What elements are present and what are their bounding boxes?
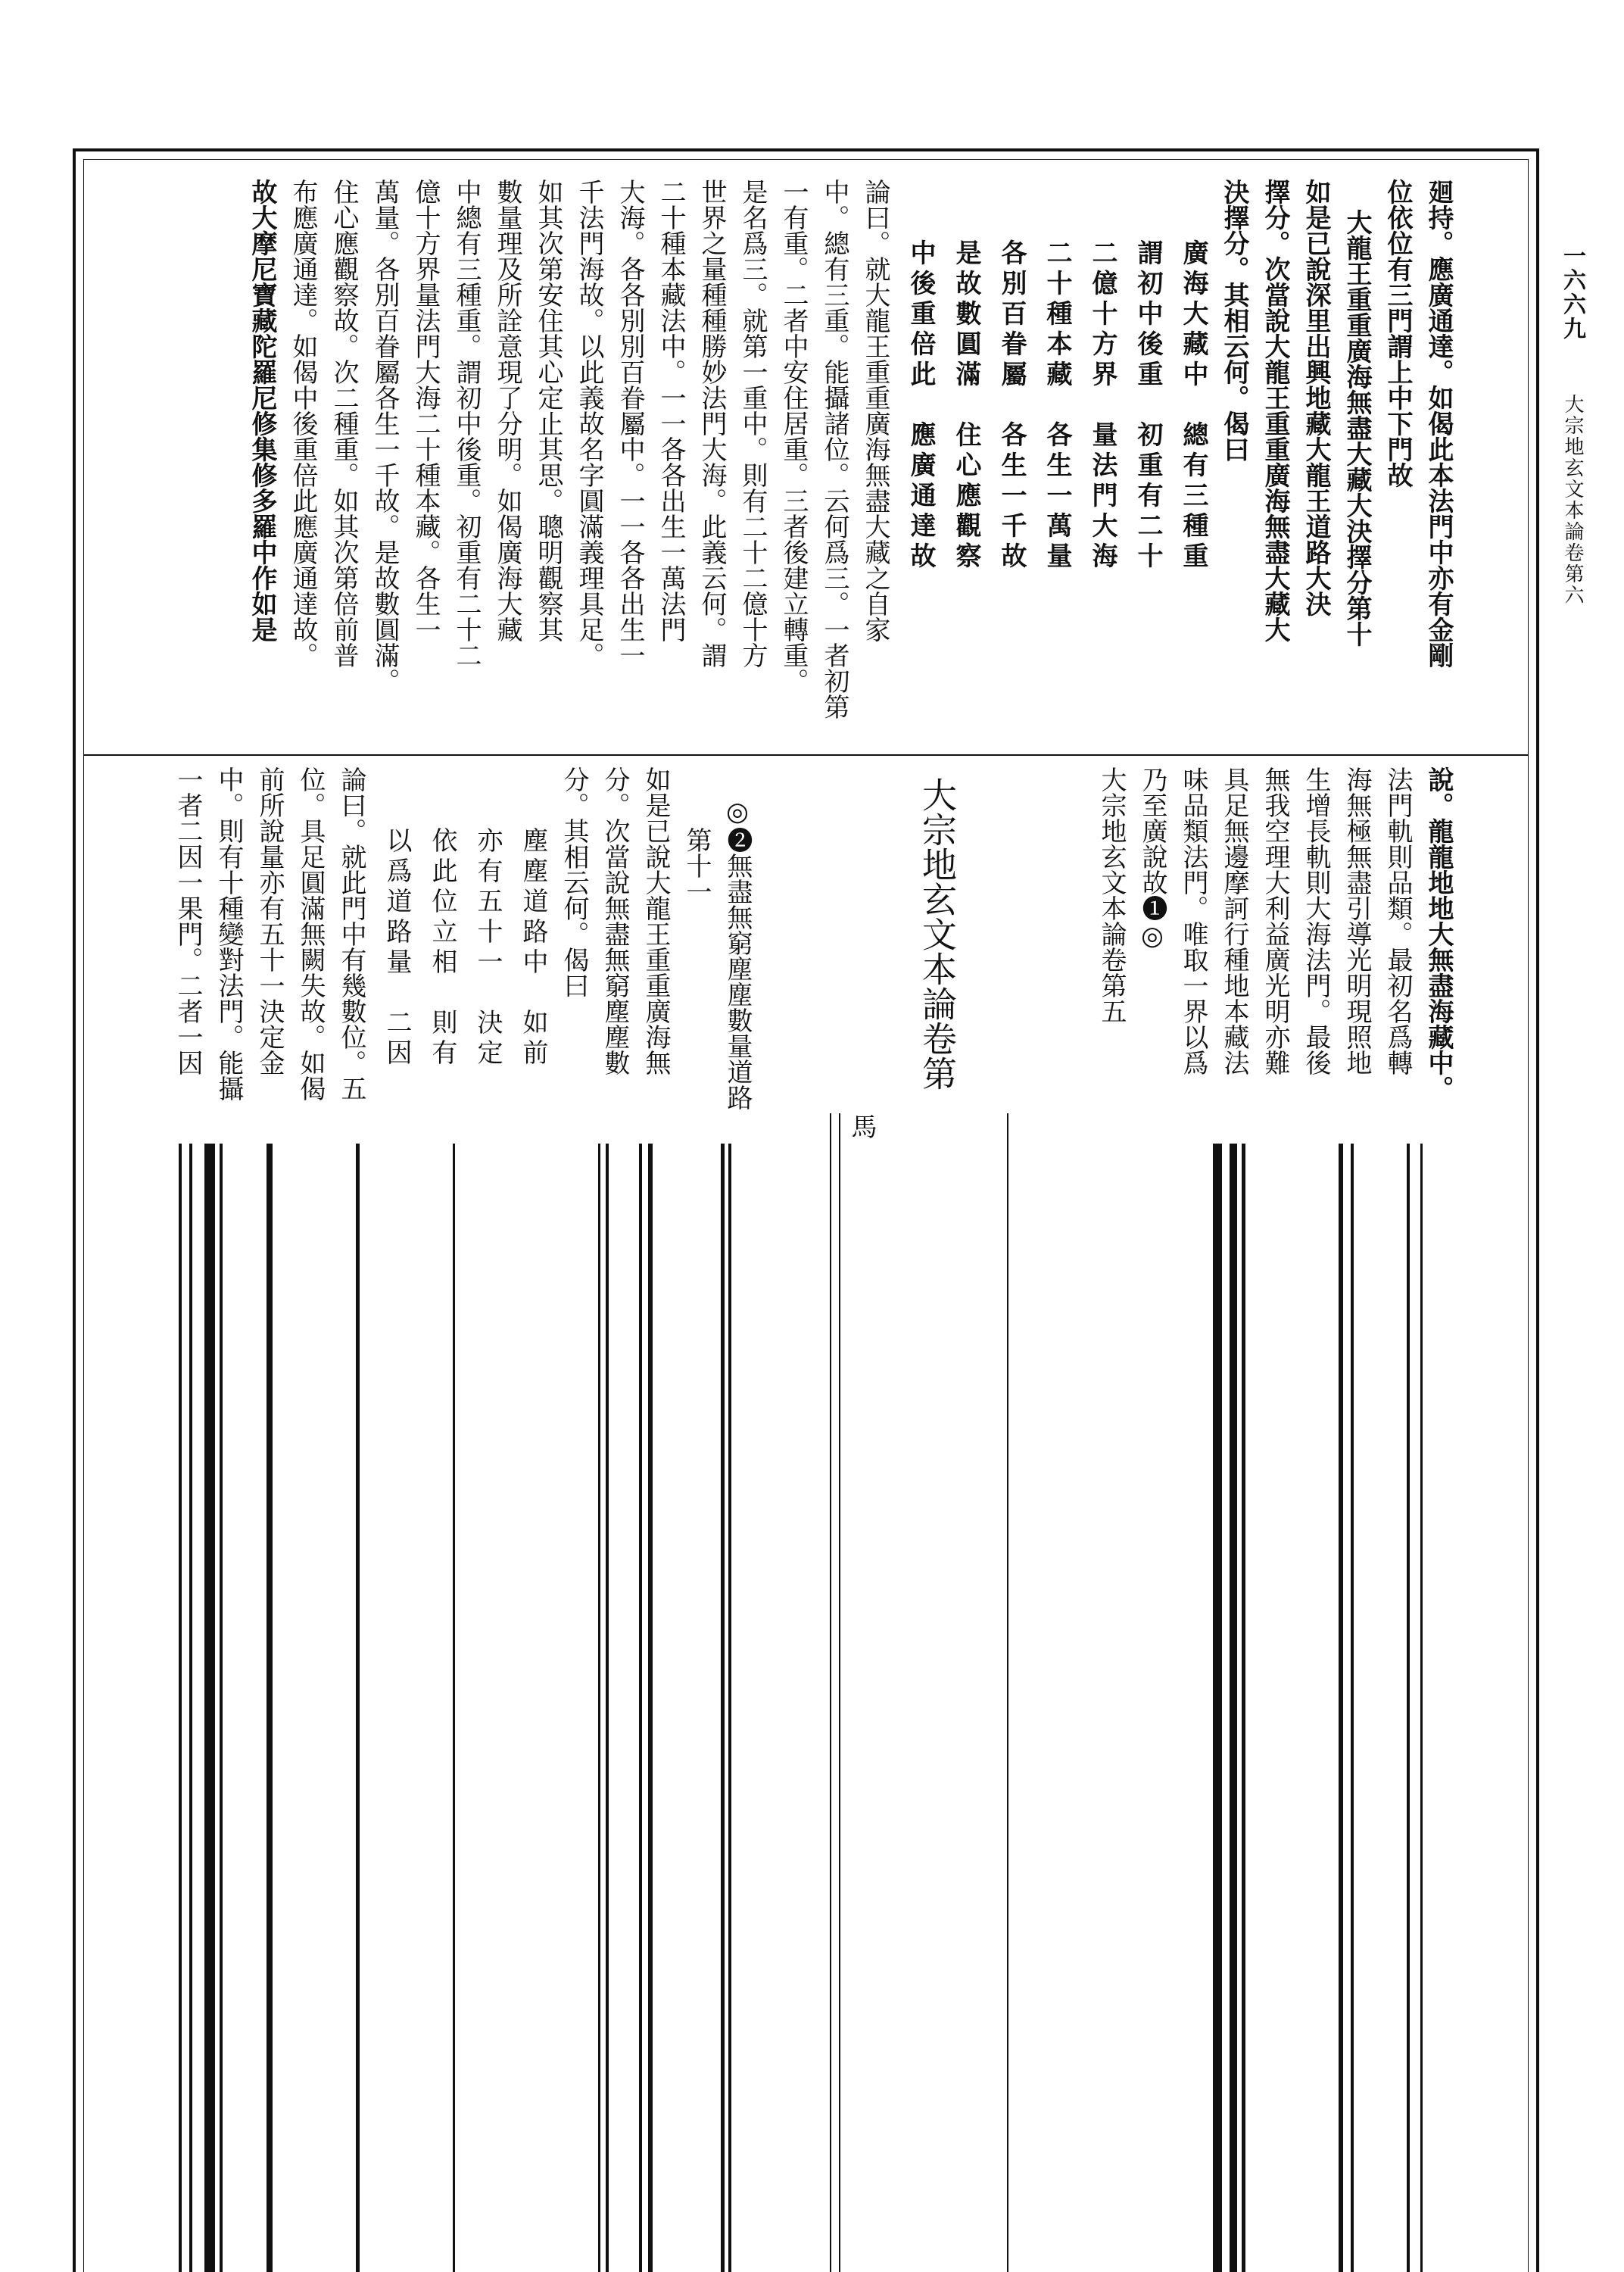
scan-artifact-bar (728, 1144, 731, 2272)
lower-column: 說。龍龍地地大無盡海藏中。 (1423, 766, 1454, 1101)
upper-column: 萬量。各別百眷屬各生一千故。是故數圓滿。 (369, 179, 400, 694)
upper-column: 決擇分。其相云何。偈曰 (1219, 179, 1249, 462)
upper-column: 故大摩尼寶藏陀羅尼修集修多羅中作如是 (247, 179, 277, 642)
upper-column: 是名爲三。就第一重中。則有二十二億十方 (737, 179, 768, 668)
running-title: 大宗地玄文本論卷第六 (1561, 394, 1584, 606)
scan-artifact-bar (356, 1144, 360, 2272)
upper-column: 大龍王重重廣海無盡大藏大決擇分第十 (1342, 209, 1372, 647)
upper-column: 位依位有三門謂上中下門故 (1382, 179, 1413, 488)
scan-artifact-bar (1242, 1144, 1245, 2272)
scan-artifact-bar (606, 1144, 609, 2272)
upper-column: 廻持。應廣通達。如偈此本法門中亦有金剛 (1423, 179, 1454, 668)
scan-artifact-bar (1351, 1144, 1354, 2272)
register-divider (83, 754, 1529, 756)
scan-artifact-bar (1420, 1144, 1423, 2272)
volume-heading: 大宗地玄文本論卷第 (917, 777, 958, 1091)
scan-artifact-bar (721, 1144, 725, 2272)
lower-column: 無我空理大利益廣光明亦難 (1260, 766, 1290, 1075)
upper-column: 世界之量種種勝妙法門大海。此義云何。謂 (697, 179, 727, 668)
lower-verse-column: 塵塵道路中 如前 (518, 827, 548, 1069)
lower-column: 大宗地玄文本論卷第五 (1096, 766, 1127, 1024)
scan-artifact-bar (1407, 1144, 1410, 2272)
upper-verse-column: 廣海大藏中 總有三種重 (1178, 239, 1208, 573)
lower-column: 如是已說大龍王重重廣海無 (641, 766, 671, 1075)
upper-column: 住心應觀察故。次二種重。如其次第倍前普 (329, 179, 359, 668)
scan-artifact-bar (189, 1144, 192, 2272)
lower-column: 位。具足圓滿無闕失故。如偈 (295, 766, 326, 1101)
lower-column: 前所說量亦有五十一決定金 (254, 766, 285, 1075)
lower-column: 生增長軌則大海法門。最後 (1301, 766, 1331, 1075)
upper-column: 二十種本藏法中。一一各各出生一萬法門 (656, 179, 686, 642)
scan-artifact-bar (598, 1144, 600, 2272)
lower-column: 味品類法門。唯取一界以爲 (1178, 766, 1208, 1075)
scan-artifact-bar (1339, 1144, 1343, 2272)
lower-column: 分。次當說無盡無窮塵塵數 (600, 766, 630, 1075)
lower-column: 一者二因一果門。二者一因 (173, 766, 203, 1075)
scan-artifact-bar (453, 1144, 455, 2272)
upper-column: 中。總有三重。能攝諸位。云何爲三。一者初第 (819, 179, 849, 719)
lower-verse-column: 依此位立相 則有 (427, 827, 457, 1069)
scan-artifact-bar (204, 1144, 215, 2272)
lower-column: 論曰。就此門中有幾數位。五 (336, 766, 366, 1101)
scan-artifact-bar (1213, 1144, 1222, 2272)
lower-column: 第十一 (681, 827, 712, 904)
lower-column: 乃至廣說故❶◎ (1137, 766, 1167, 951)
upper-verse-column: 二十種本藏 各生一萬量 (1042, 239, 1072, 573)
lower-column: ◎❷無盡無窮塵塵數量道路 (722, 797, 753, 1110)
scan-artifact-bar (1230, 1144, 1237, 2272)
lower-column: 分。其相云何。偈曰 (559, 766, 589, 998)
upper-column: 如其次第安住其心定止其思。聰明觀察其 (533, 179, 563, 642)
upper-column: 如是已說深里出興地藏大龍王道路大決 (1301, 179, 1331, 616)
lower-verse-column: 以爲道路量 二因 (382, 827, 412, 1069)
lower-verse-column: 亦有五十一 決定 (472, 827, 503, 1069)
upper-verse-column: 是故數圓滿 住心應觀察 (951, 239, 981, 573)
scan-artifact-bar (267, 1144, 273, 2272)
upper-column: 千法門海故。以此義故名字圓滿義理具足。 (574, 179, 604, 668)
scan-artifact-line (839, 1113, 840, 2272)
upper-verse-column: 二億十方界 量法門大海 (1087, 239, 1117, 573)
lower-column: 法門軌則品類。最初名爲轉 (1382, 766, 1413, 1075)
scan-artifact-bar (179, 1144, 182, 2272)
upper-column: 中總有三種重。謂初中後重。初重有二十二 (451, 179, 482, 668)
upper-column: 數量理及所詮意現了分明。如偈廣海大藏 (492, 179, 522, 642)
upper-column: 論曰。就大龍王重重廣海無盡大藏之自家 (860, 179, 890, 642)
lower-column: 海無極無盡引導光明現照地 (1342, 766, 1372, 1075)
upper-column: 億十方界量法門大海二十種本藏。各生一 (410, 179, 441, 642)
upper-column: 一有重。二者中安住居重。三者後建立轉重。 (778, 179, 809, 694)
lower-column: 中。則有十種變對法門。能攝 (214, 766, 244, 1101)
scan-artifact-line (830, 1113, 831, 2272)
scan-artifact-bar (639, 1144, 642, 2272)
author-name: 馬 (846, 1113, 877, 1139)
upper-verse-column: 謂初中後重 初重有二十 (1133, 239, 1163, 573)
upper-column: 布應廣通達。如偈中後重倍此應廣通達故。 (288, 179, 318, 668)
scan-artifact-bar (220, 1144, 223, 2272)
scan-artifact-bar (648, 1144, 653, 2272)
upper-column: 大海。各各別別百眷屬中。一一各各出生一 (615, 179, 645, 668)
lower-column: 具足無邊摩訶行種地本藏法 (1219, 766, 1249, 1075)
scan-artifact-line (1007, 1113, 1008, 2272)
upper-verse-column: 中後重倍此 應廣通達故 (906, 239, 936, 573)
page-number: 一六六九 (1559, 244, 1585, 341)
upper-column: 擇分。次當說大龍王重重廣海無盡大藏大 (1260, 179, 1290, 642)
upper-verse-column: 各別百眷屬 各生一千故 (996, 239, 1027, 573)
